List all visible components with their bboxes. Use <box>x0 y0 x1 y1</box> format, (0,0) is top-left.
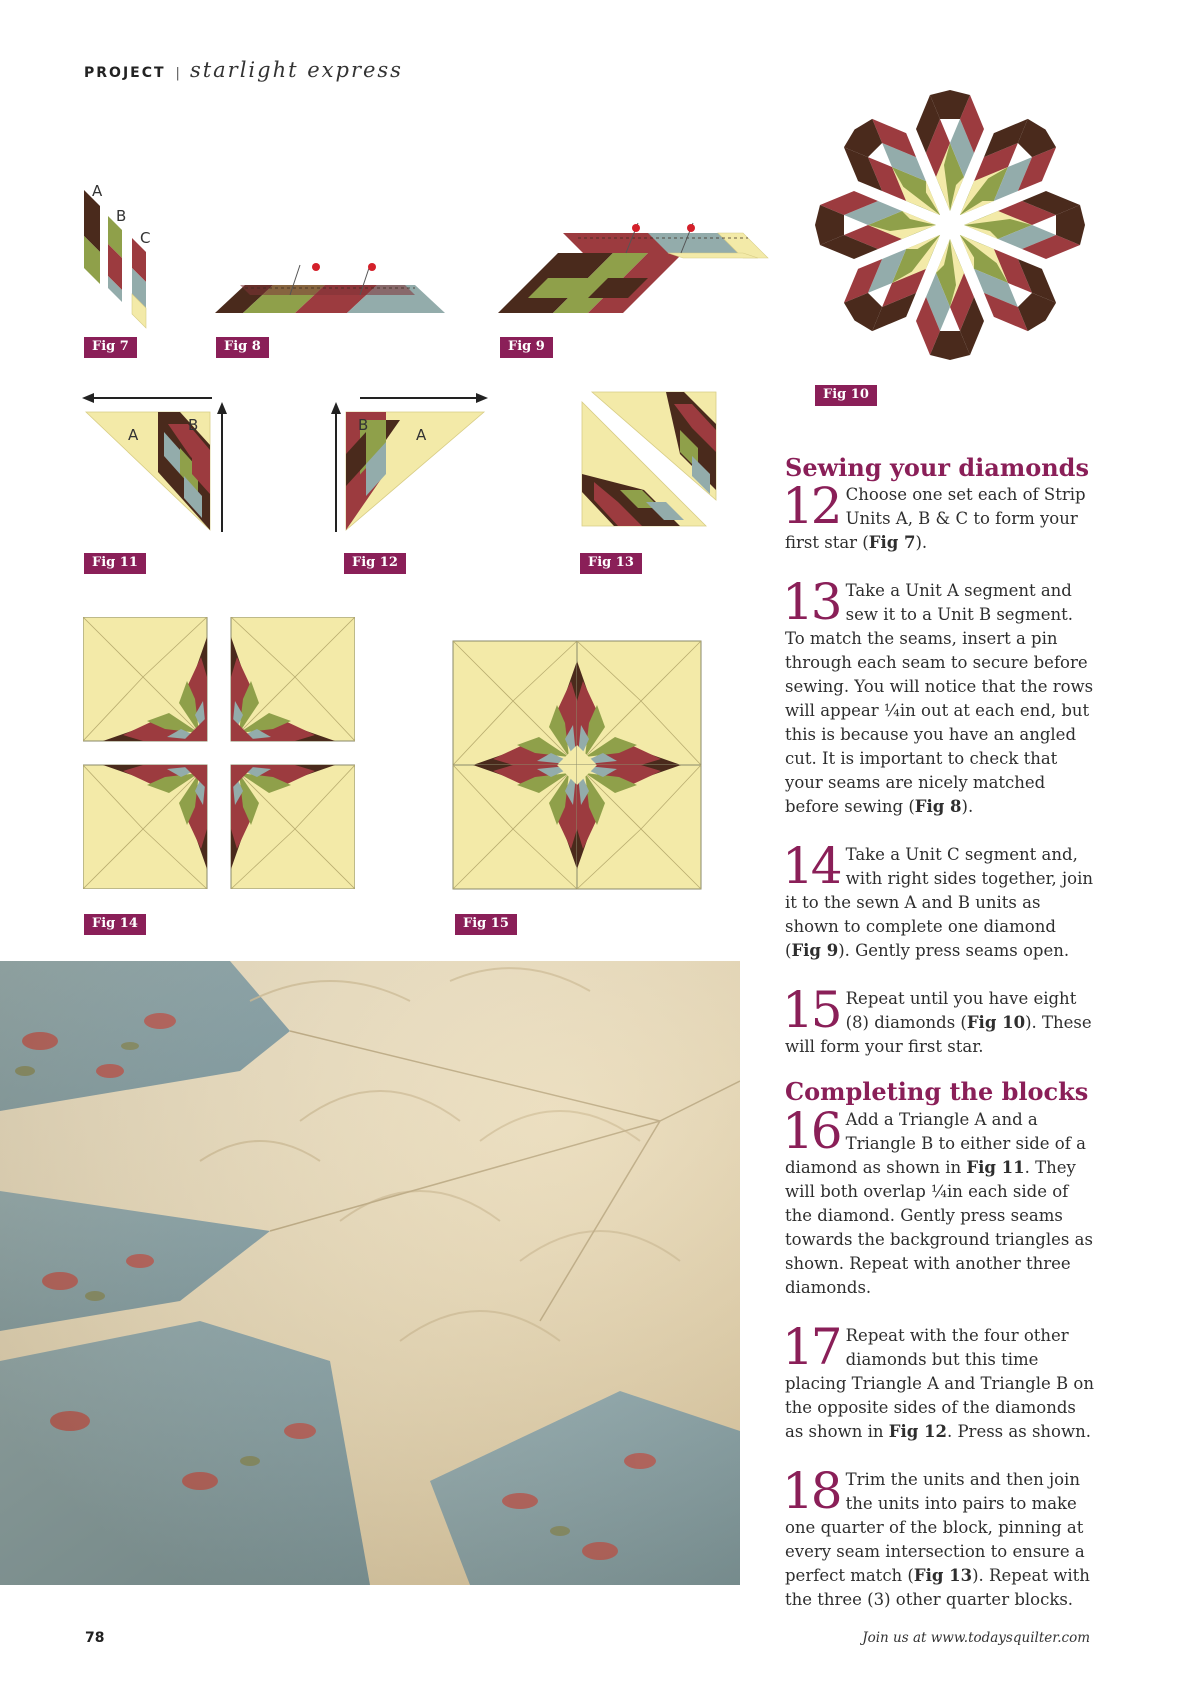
step-number: 17 <box>782 1317 840 1376</box>
step-text: . Press as shown. <box>946 1421 1091 1441</box>
step-number: 12 <box>782 477 840 536</box>
fig-ref: Fig 12 <box>888 1421 947 1441</box>
quilt-closeup-photo <box>0 961 740 1585</box>
fig12-letter-a: A <box>416 426 427 444</box>
step-16 <box>782 1101 1095 1300</box>
fig10-eight-diamond-star <box>810 85 1090 365</box>
fig14-four-quarter-blocks <box>83 617 355 889</box>
step-text: ). <box>961 797 974 817</box>
step-13 <box>782 573 1095 819</box>
section-label: PROJECT <box>84 65 166 81</box>
step-text: Choose one set each of Strip Units A, B & C to form your first star ( <box>785 485 1086 553</box>
fig15-label: Fig 15 <box>455 914 517 935</box>
step-number: 16 <box>782 1101 840 1160</box>
fig10-label: Fig 10 <box>815 385 877 406</box>
step-17 <box>782 1317 1095 1444</box>
step-12 <box>782 477 1095 555</box>
fig7-letter-c: C <box>140 229 151 247</box>
step-number: 18 <box>782 1461 840 1520</box>
page-number: 78 <box>85 1630 105 1646</box>
section-heading-completing: Completing the blocks <box>785 1077 1089 1107</box>
fig12-diamond-with-triangles-opposite <box>330 390 490 540</box>
fig-ref: Fig 11 <box>966 1157 1025 1177</box>
step-number: 15 <box>782 981 840 1040</box>
step-text: ). <box>915 533 928 553</box>
fig9-label: Fig 9 <box>500 337 553 358</box>
instructions-column <box>782 453 1095 1636</box>
fig11-label: Fig 11 <box>84 553 146 574</box>
step-18 <box>782 1461 1095 1612</box>
step-text: Repeat with the four other diamonds but this time placing Triangle A and Triangle B on the opposite sides of the diamonds as shown in <box>785 1325 1094 1441</box>
step-text: Repeat until you have eight (8) diamonds ( <box>845 989 1077 1033</box>
fig12-letter-b: B <box>358 416 369 434</box>
step-number: 14 <box>782 837 840 896</box>
fig7-letter-a: A <box>92 182 103 200</box>
fig11-letter-a: A <box>128 426 139 444</box>
fig-ref: Fig 10 <box>966 1013 1026 1033</box>
step-text: Add a Triangle A and a Triangle B to either side of a diamond as shown in <box>785 1109 1086 1177</box>
fig7-letter-b: B <box>116 207 127 225</box>
step-text: ). Repeat with the three (3) other quarter blocks. <box>785 1565 1090 1609</box>
fig13-quarter-block-join <box>580 390 720 530</box>
step-text: Take a Unit C segment and, with right sides together, join it to the sewn A and B units as shown to complete one diamond ( <box>785 845 1093 961</box>
project-title: starlight express <box>189 58 403 82</box>
step-text: ). Gently press seams open. <box>838 941 1070 961</box>
step-14 <box>782 837 1095 963</box>
step-text: . They will both overlap ¼in each side of the diamond. Gently press seams towards the background triangles as shown. Repeat with another three diamonds. <box>785 1157 1093 1297</box>
fig7-strip-units <box>80 180 160 330</box>
fig-ref: Fig 7 <box>868 533 916 553</box>
header-separator: | <box>175 66 180 81</box>
fig13-label: Fig 13 <box>580 553 642 574</box>
step-number: 13 <box>782 573 840 632</box>
step-15 <box>782 981 1095 1059</box>
fig-ref: Fig 9 <box>791 941 839 961</box>
fig12-label: Fig 12 <box>344 553 406 574</box>
fig8-label: Fig 8 <box>216 337 269 358</box>
fig-ref: Fig 13 <box>913 1565 973 1585</box>
running-header <box>84 58 403 82</box>
fig11-diamond-with-triangles <box>80 390 240 540</box>
step-text: Trim the units and then join the units into pairs to make one quarter of the block, pinning at every seam intersection to ensure a perfect match ( <box>785 1469 1085 1585</box>
fig8-sewn-segments <box>215 255 450 325</box>
fig15-finished-star-block <box>452 640 702 890</box>
fig7-label: Fig 7 <box>84 337 137 358</box>
fig9-completed-diamond <box>498 218 773 318</box>
footer-tagline: Join us at www.todaysquilter.com <box>862 1630 1090 1646</box>
fig14-label: Fig 14 <box>84 914 146 935</box>
section-heading-sewing: Sewing your diamonds <box>785 453 1089 482</box>
fig-ref: Fig 8 <box>914 797 962 817</box>
step-text: ). These will form your first star. <box>785 1013 1092 1057</box>
fig11-letter-b: B <box>188 416 199 434</box>
step-text: Take a Unit A segment and sew it to a Unit B segment. To match the seams, insert a pin through each seam to secure before sewing. You will notice that the rows will appear ¼in out at each end, but this is because you have an angled cut. It is important to check that your seams are nicely matched before sewing ( <box>785 581 1094 817</box>
